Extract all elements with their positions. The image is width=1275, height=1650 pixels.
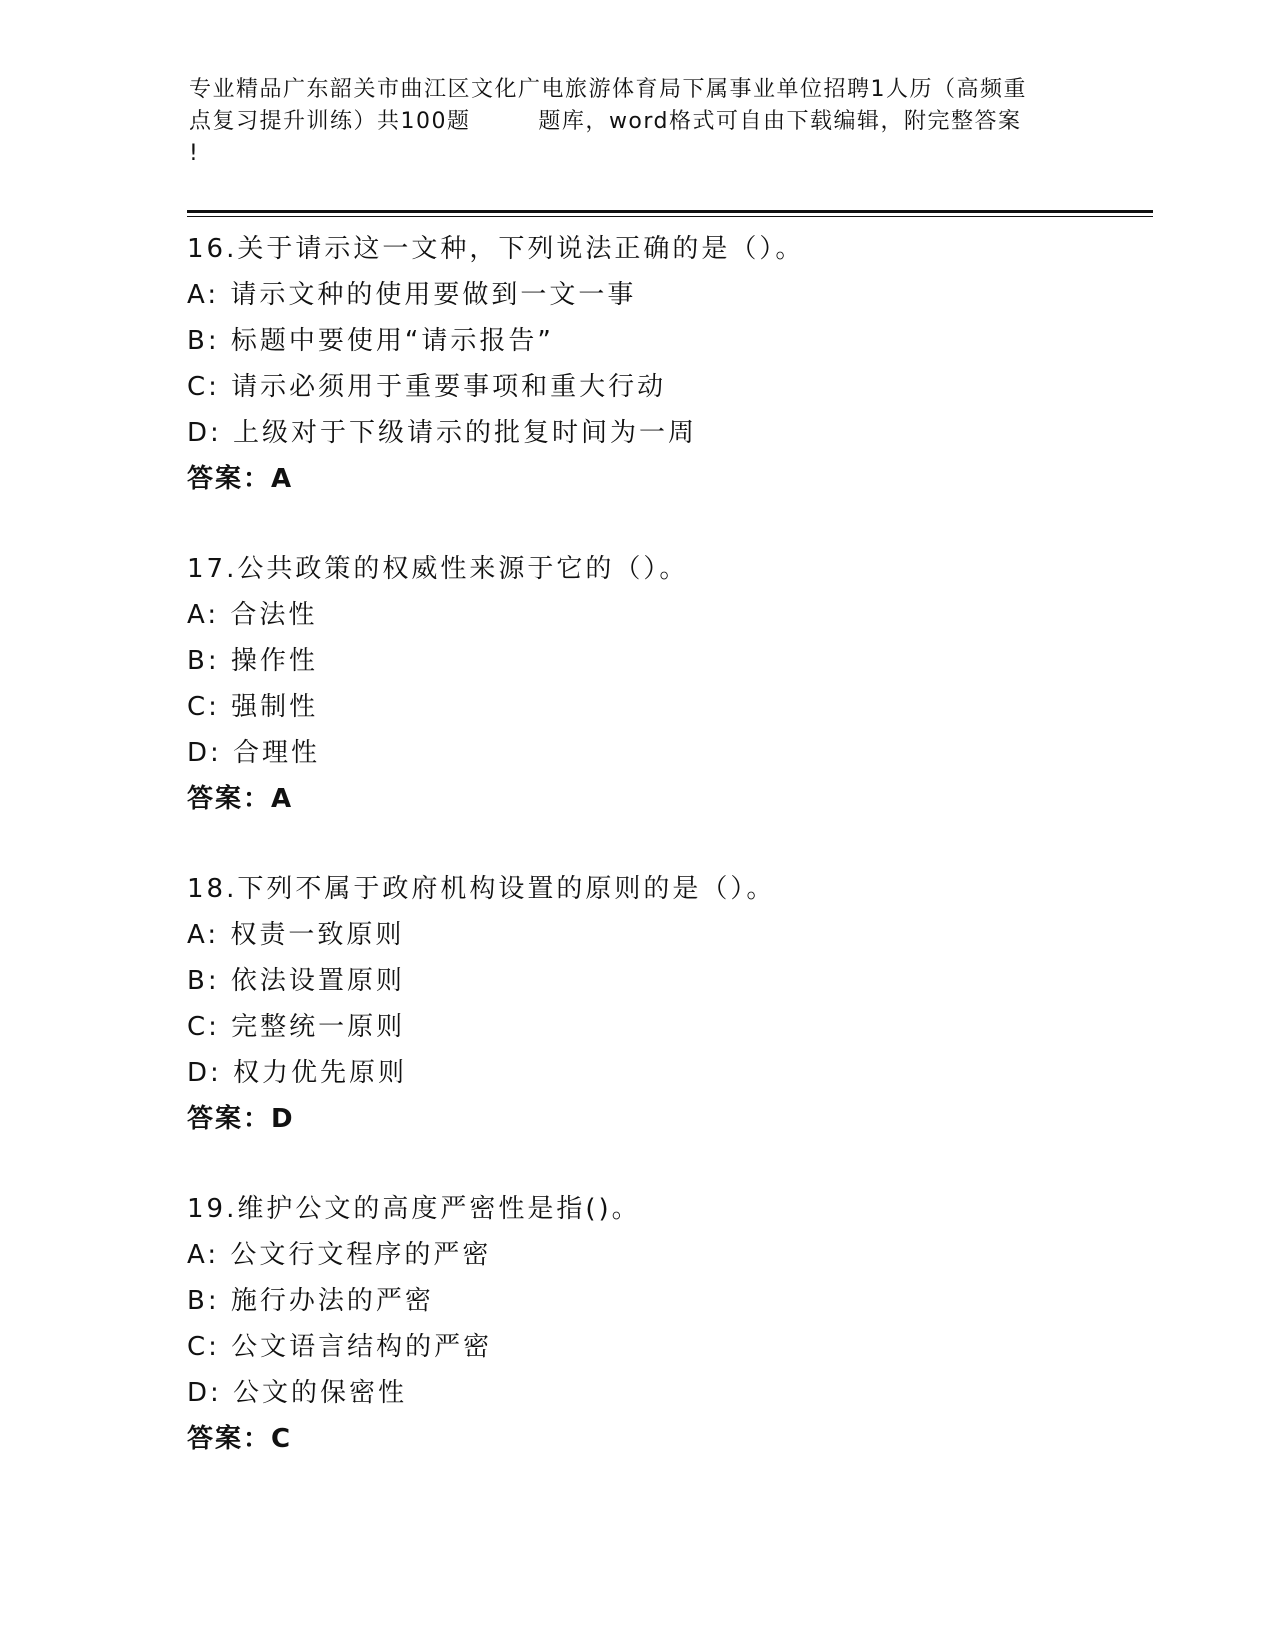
- option-a: A: 公文行文程序的严密: [187, 1240, 492, 1270]
- question-stem: 16.关于请示这一文种，下列说法正确的是（）。: [187, 234, 805, 264]
- answer: 答案：C: [187, 1424, 293, 1454]
- option-c: C: 公文语言结构的严密: [187, 1332, 493, 1362]
- answer: 答案：D: [187, 1104, 295, 1134]
- question-stem: 17.公共政策的权威性来源于它的（）。: [187, 554, 689, 584]
- header-divider-thin: [187, 216, 1153, 217]
- option-d: D: 公文的保密性: [187, 1378, 408, 1408]
- question-stem: 19.维护公文的高度严密性是指()。: [187, 1194, 641, 1224]
- question-16: [187, 226, 1147, 546]
- option-c: C: 请示必须用于重要事项和重大行动: [187, 372, 667, 402]
- option-a: A: 权责一致原则: [187, 920, 405, 950]
- option-a: A: 合法性: [187, 600, 318, 630]
- question-19: [187, 1186, 1147, 1506]
- header-divider-thick: [187, 210, 1153, 213]
- question-18: [187, 866, 1147, 1186]
- option-b: B: 操作性: [187, 646, 318, 676]
- document-header: [189, 74, 1089, 170]
- header-line-2: 点复习提升训练）共100题 题库，word格式可自由下载编辑，附完整答案: [189, 109, 1022, 134]
- answer: 答案：A: [187, 464, 294, 494]
- option-d: D: 上级对于下级请示的批复时间为一周: [187, 418, 698, 448]
- answer: 答案：A: [187, 784, 294, 814]
- option-a: A: 请示文种的使用要做到一文一事: [187, 280, 637, 310]
- question-list: [187, 226, 1147, 1506]
- option-c: C: 完整统一原则: [187, 1012, 406, 1042]
- question-17: [187, 546, 1147, 866]
- option-d: D: 权力优先原则: [187, 1058, 408, 1088]
- header-line-3: !: [189, 141, 200, 166]
- header-line-1: 专业精品广东韶关市曲江区文化广电旅游体育局下属事业单位招聘1人历（高频重: [189, 77, 1027, 102]
- question-stem: 18.下列不属于政府机构设置的原则的是（）。: [187, 874, 776, 904]
- option-b: B: 标题中要使用“请示报告”: [187, 326, 554, 356]
- option-c: C: 强制性: [187, 692, 319, 722]
- option-d: D: 合理性: [187, 738, 321, 768]
- option-b: B: 依法设置原则: [187, 966, 405, 996]
- option-b: B: 施行办法的严密: [187, 1286, 434, 1316]
